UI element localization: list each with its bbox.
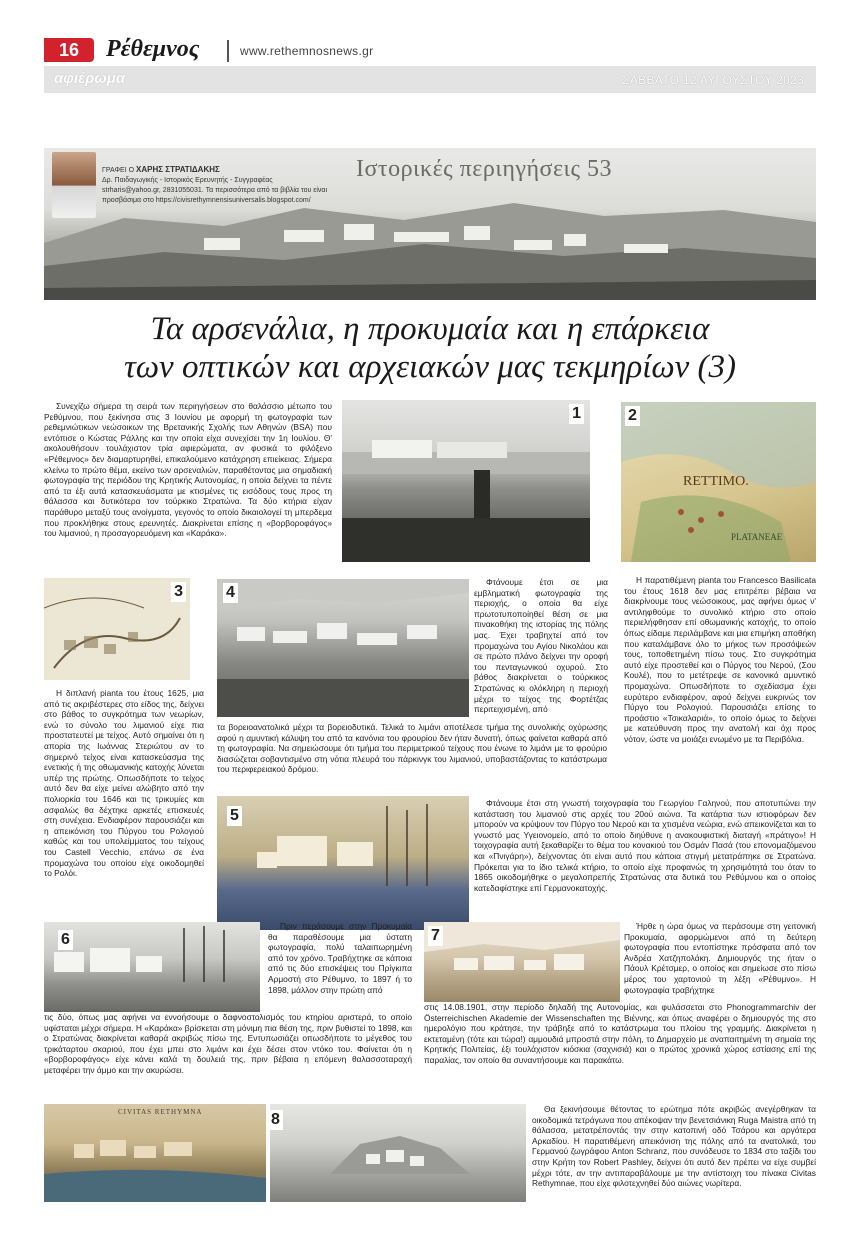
paragraph-7-full-column — [424, 1002, 816, 1066]
issue-date: ΣΑΒΒΑΤΟ 12 ΑΥΓΟΥΣΤΟΥ 2023 — [622, 73, 804, 87]
photo-3-map-1625 — [44, 578, 190, 680]
headline-line-2: των οπτικών και αρχειακών μας τεκμηρίων (3) — [123, 349, 737, 385]
section-label: αφιέρωμα — [54, 70, 126, 87]
paragraph-7-side-column — [624, 921, 816, 995]
paragraph-4-side: Φτάνουμε έτσι σε μια εμβληματική φωτογραφία της περιοχής, ο οποία θα είχε πρωτοτυποποίηθεί θέση σε μια πινακοθήκη της ιστορίας της πόλης μας. Έχει τραβηχτεί από τον προμαχώνα του Αγίου Νικολάου και σε πρώτο πλάνο δείχνει την οροφή του πενταγωνικού οχυρού. Στο βάθος διακρίνεται ο τούρκικος Στρατώνας κι ολόκληρη η περιοχή μέχρι το τείχος της Φορτέτζας περιτειχισμένη, από — [474, 577, 608, 715]
article-headline — [60, 310, 800, 386]
photo-1-arsenals — [342, 400, 590, 562]
author-name: ΧΑΡΗΣ ΣΤΡΑΤΙΔΑΚΗΣ — [136, 165, 220, 174]
paragraph-8-column — [532, 1104, 816, 1189]
headline-line-1: Τα αρσενάλια, η προκυμαία και η επάρκεια — [150, 311, 710, 347]
paragraph-6-side-column — [268, 921, 412, 995]
paragraph-5: Φτάνουμε έτσι στη γνωστή τοιχογραφία του Γεωργίου Γαληνού, που αποτυπώνει την κατάσταση του λιμανιού στις αρχές του 20ού αιώνα. Τα κατάρτια των ιστιοφόρων δεν μπορούν να κρύψουν τον Πύργο του Νερού και τα χτισμένα νεώρια, ενώ απεικονίζεται και το γνωστό μας Υγειονομείο, από το οποίο διηύθυνε η ανακουφιστική διαταγή «πράτιγο»! Η τοιχογραφία αυτή ξεκαθαρίζει το θέμα του κονακιού του Οσμάν Πασά (του επονομαζόμενου και «Πνιγάρη»), δείχνοντας ότι είναι αυτό που κάποια στιγμή μετατράπηκε σε Στρατώνα. Πρόκειται για το ίδιο τελικά κτήριο, το οποίο είχε προφανώς τη χρησιμότητά του όταν το 1865 οικοδομήθηκε ο μεγαλοπρεπής Στρατώνας στα δυτικά του Ρεθύμνου και ο οποίος κατεδαφίστηκε επί Γερμανοκατοχής. — [474, 798, 816, 893]
paragraph-6-side: Πριν περάσουμε στην Προκυμαία θα παραθέσουμε μια ύστατη φωτογραφία, πολύ ταλαιπωρημένη από τον χρόνο. Τραβήχτηκε σε κάποια από τις δύο επισκέψεις του Πρίγκιπα Αρμοστή στο Ρέθυμνο, το 1897 ή το 1898, μάλλον στην πρώτη από — [268, 921, 412, 995]
photo-2-map-1618 — [621, 402, 816, 562]
map-label-plataneae: PLATANEAE — [731, 532, 783, 542]
photo-3-number: 3 — [171, 582, 186, 602]
paragraph-4-full: τα βορειοανατολικά μέχρι τα βορειοδυτικά. Τελικά το λιμάνι αποτέλεσε τμήμα της συνολικής οχύρωσης αφού η αμυντική κάλυψη του από τα κανόνια του φρουρίου δεν ήταν δυνατή, όπως φαίνεται καθαρά από τη φωτογραφία. Να σημειώσουμε ότι τμήμα του περιμετρικού τείχους που ένωνε το λιμάνι με το φρούριο διασώζεται σοβαντισμένο στη νότια πλευρά του πάρκινγκ του λιμανιού, υποβαστάζοντας το κατάστρωμα του περιφερειακού δρόμου. — [217, 722, 607, 775]
paragraph-6-full: τις δύο, όπως μας αφήνει να εννοήσουμε ο δαφνοστολισμός του κτηρίου αριστερά, το οποίο υφίσταται μέχρι σήμερα. Η «Καράκα» βρίσκεται στη μόνιμη πια θέση της, πριν βυθιστεί το 1898, και ο Στρατώνας διακρίνεται καθαρά ακριβώς πίσω της. Εντυπωσιάζει οπωσδήποτε το μέγεθος του τρικάταρτου σκαριού, που έχει μπει στο λιμάνι και έχει δέσει στον ντόκο του. Φαίνεται ότι η «βορβοροφάγος» είχε κάνει καλά τη δουλειά της, πριν βέβαια η επόμενη θαλασσοταραχή μεταφέρει την άμμο και την ακυρώσει. — [44, 1012, 412, 1075]
paragraph-4-full-column — [217, 722, 607, 775]
paragraph-7-full: στις 14.08.1901, στην περίοδο δηλαδή της Αυτονομίας, και φυλάσσεται στο Phonogrammarchiv der Österreichischen Akademie der Wissenschaften της Βιέννης, και όπως αναφέρει ο δημιουργός της στο ημερολόγιο που κράτησε, την τράβηξε από το κατάστρωμα του πλοίου της γραμμής. Διακρίνεται η εκτεταμένη (τότε και τώρα!) αμμουδιά μπροστά στην πόλη, το Δημαρχείο με αναπαιτημένη τη σημαία της Κρητικής Πολιτείας, έξι τουλάχιστον κιόσκια (σαχνισιά) και ο πρώτος χρονικά χώρος εστίασης επί της παραλίας, τον οποίο θα συναντήσουμε και παρακάτω. — [424, 1002, 816, 1065]
map-label-rettimo: RETTIMO. — [683, 474, 749, 489]
photo-1-number: 1 — [569, 404, 584, 424]
photo-5-fresco — [217, 796, 469, 930]
paragraph-3-column — [44, 688, 204, 879]
paragraph-3: Η διπλανή pianta του έτους 1625, μια από τις ακριβέστερες στο είδος της, δείχνει στο βάθος το συγκρότημα των νεωρίων, ενώ το σύνολο του λιμανιού είχε πια προστατευτεί με τείχος. Αυτό σημαίνει ότι η απορία της Ιωάννας Στεριώτου αν το σημερινό τείχος είναι κατασκεύασμα της ενετικής ή της οθωμανικής κατοχής λύνεται υπέρ της πρώτης. Οπωσδήποτε το τείχος αυτό δεν θα είχε μείνει αλώβητο από την πολιορκία του 1646 και τις τρικυμίες και ασφαλώς θα δέχτηκε αρκετές επισκευές στη συνέχεια. Ενδιαφέρον παρουσιάζει και η απεικόνιση του Πύργου του Ρολογιού καθώς και του υπολείμματος του τείχους του Castell Vecchio, επάνω σε ένα προμαχώνα του οποίου είχε οικοδομηθεί το Ρολόι. — [44, 688, 204, 879]
series-banner — [44, 148, 816, 300]
website-url[interactable]: www.rethemnosnews.gr — [240, 44, 374, 58]
photo-2-number: 2 — [625, 406, 640, 426]
newspaper-brand[interactable]: Ρέθεμνος — [106, 36, 200, 62]
paragraph-4-side-column — [474, 577, 608, 715]
page-number: 16 — [44, 38, 94, 62]
author-line-1: Δρ. Παιδαγωγικής - Ιστορικός Ερευνητής - Συγγραφέας — [102, 177, 273, 184]
photo-7-quay-1901 — [424, 922, 620, 1002]
photo-7-number: 7 — [428, 926, 443, 946]
author-line-2: strharis@yahoo.gr, 2831055031. Τα περισσότερα από τα βιβλία του είναι — [102, 187, 328, 194]
header-divider — [227, 40, 229, 62]
photo-4-number: 4 — [223, 583, 238, 603]
paragraph-5-column — [474, 798, 816, 893]
paragraph-7-side: Ήρθε η ώρα όμως να περάσουμε στη γειτονική Προκυμαία, αφορμώμενοι από τη δεύτερη φωτογραφία που εντοπίστηκε πρόσφατα από τον Ανδρέα Χατζηπολάκη. Δημιουργός της ήταν ο Πάουλ Κρέτσμερ, ο οποίος και σημείωσε στο πίσω μέρος του χαρτονιού τη λέξη «Ρέθυμνο». Η φωτογραφία τραβήχτηκε — [624, 921, 816, 995]
author-line-3[interactable]: προσβάσιμα στο https://civisrethymnensisuniversalis.blogspot.com/ — [102, 197, 311, 204]
author-photo — [52, 152, 96, 218]
photo-6-number: 6 — [58, 930, 73, 950]
intro-paragraph: Συνεχίζω σήμερα τη σειρά των περιηγήσεων στο θαλάσσιο μέτωπο του Ρεθύμνου, που ξεκίνησα στις 3 Ιουνίου με αφορμή τη φωτογραφία των ρεθεμνιώτικων νεώσοικων της Βρετανικής Σχολής των Αθηνών (BSA) που εντόπισε ο Κώστας Ράλλης και την οποία είχα συνεχίσει την 1η Ιουλίου. Θ' ακολουθήσουν τουλάχιστον τρία αφιερώματα, αν φυσικά το φιλόξενο «Ρέθεμνος» δεν διαμαρτυρηθεί, επικαλούμενο κατάχρηση επιείκειας. Σήμερα κλείνω το πρώτο θέμα, εκείνο των αρσεναλιών, παραθέτοντας μια σημαδιακή φωτογραφία της περιόδου της Κρητικής Αυτονομίας, η οποία δείχνει τα πέντε από τα έξι αυτά κατασκευάσματα με κτισμένες τις εισόδους τους προς τη θάλασσα και δυτικότερα τον τούρκικο Στρατώνα. Τα δύο κτήρια είχαν παράθυρο μεταξύ τους ανοίγματα, γεγονός το οποίο δικαιολογεί τη μπερδεμα που προκλήθηκε στους ερευνητές. Διακρίνεται επίσης η «βορβοροφάγος» του λιμανιού, η προσαγορευόμενη και «Καράκα». — [44, 401, 332, 539]
photo-8-number: 8 — [270, 1110, 283, 1130]
photo-8-civitas-painting — [44, 1104, 266, 1202]
author-prefix: ΓΡΑΦΕΙ Ο — [102, 167, 135, 174]
author-credit — [102, 165, 352, 206]
intro-column — [44, 401, 332, 539]
paragraph-2-column — [624, 575, 816, 745]
civitas-caption: CIVITAS RETHYMNA — [118, 1108, 203, 1116]
paragraph-2: Η παρατιθέμενη pianta του Francesco Basilicata του έτους 1618 δεν μας επιτρέπει βέβαια να διακρίνουμε τους νεώσοικους, μας αφήνει όμως ν' αντιληφθούμε το συνολικό κτήριο στο οποίο περιελήφθησαν επί οθωμανικής κατοχής, το οποίο όπως είδαμε περιλάμβανε και μια επιμήκη αποθήκη που καταλάμβανε όλο το μήκος των προσόψεών τους, τοποθετημένη πίσω τους. Στο συγκρότημα αυτό είχε προστεθεί και ο Πύργος του Νερού, (Σου Κουλέ), που το μετέτρεψε σε κανονικό αμυντικό προμαχώνα. Οπωσδήποτε το σχεδίασμα έχει ευρύτερο ενδιαφέρον, αφού δείχνει ευκρινώς τον Πύργο του Ρολογιού. Παρουσιάζει επίσης το προάστιο «Τσικαλαριά», το οποίο όμως το δείχνει με κατεύθυνση προς την ανατολή και όχι προς νότον, ώστε να μοιάζει ενωμένο με τα Περιβόλια. — [624, 575, 816, 744]
paragraph-6-full-column — [44, 1012, 412, 1076]
series-title: Ιστορικές περιηγήσεις 53 — [356, 156, 612, 182]
photo-6-prince-visit — [44, 922, 260, 1012]
paragraph-8: Θα ξεκινήσουμε θέτοντας το ερώτημα πότε ακριβώς ανεγέρθηκαν τα οικοδομικά τετράγωνα που απέκοψαν την βενετσιάνικη Ruga Maistra από τη θάλασσα, μετατρέποντάς την στην κατοπινή οδό Τσάρου και αργότερα Αρκαδίου. Η παρατιθέμενη απεικόνιση της πόλης από τα ανατολικά, του Γερμανού ζωγράφου Anton Schranz, που συνόδευσε το 1834 στο ταξίδι του στην Κρήτη τον Robert Pashley, δείχνει ότι αυτό δεν πρέπει να είχε συμβεί μέχρι τότε, αν την αντιπαραβάλουμε με την αντίστοιχη του πίνακα Civitas Rethymnae, που είχε φιλοτεχνηθεί δύο αιώνες νωρίτερα. — [532, 1104, 816, 1189]
photo-8-schranz-drawing — [270, 1104, 526, 1202]
photo-5-number: 5 — [227, 806, 242, 826]
photo-4-harbour-view — [217, 579, 469, 717]
